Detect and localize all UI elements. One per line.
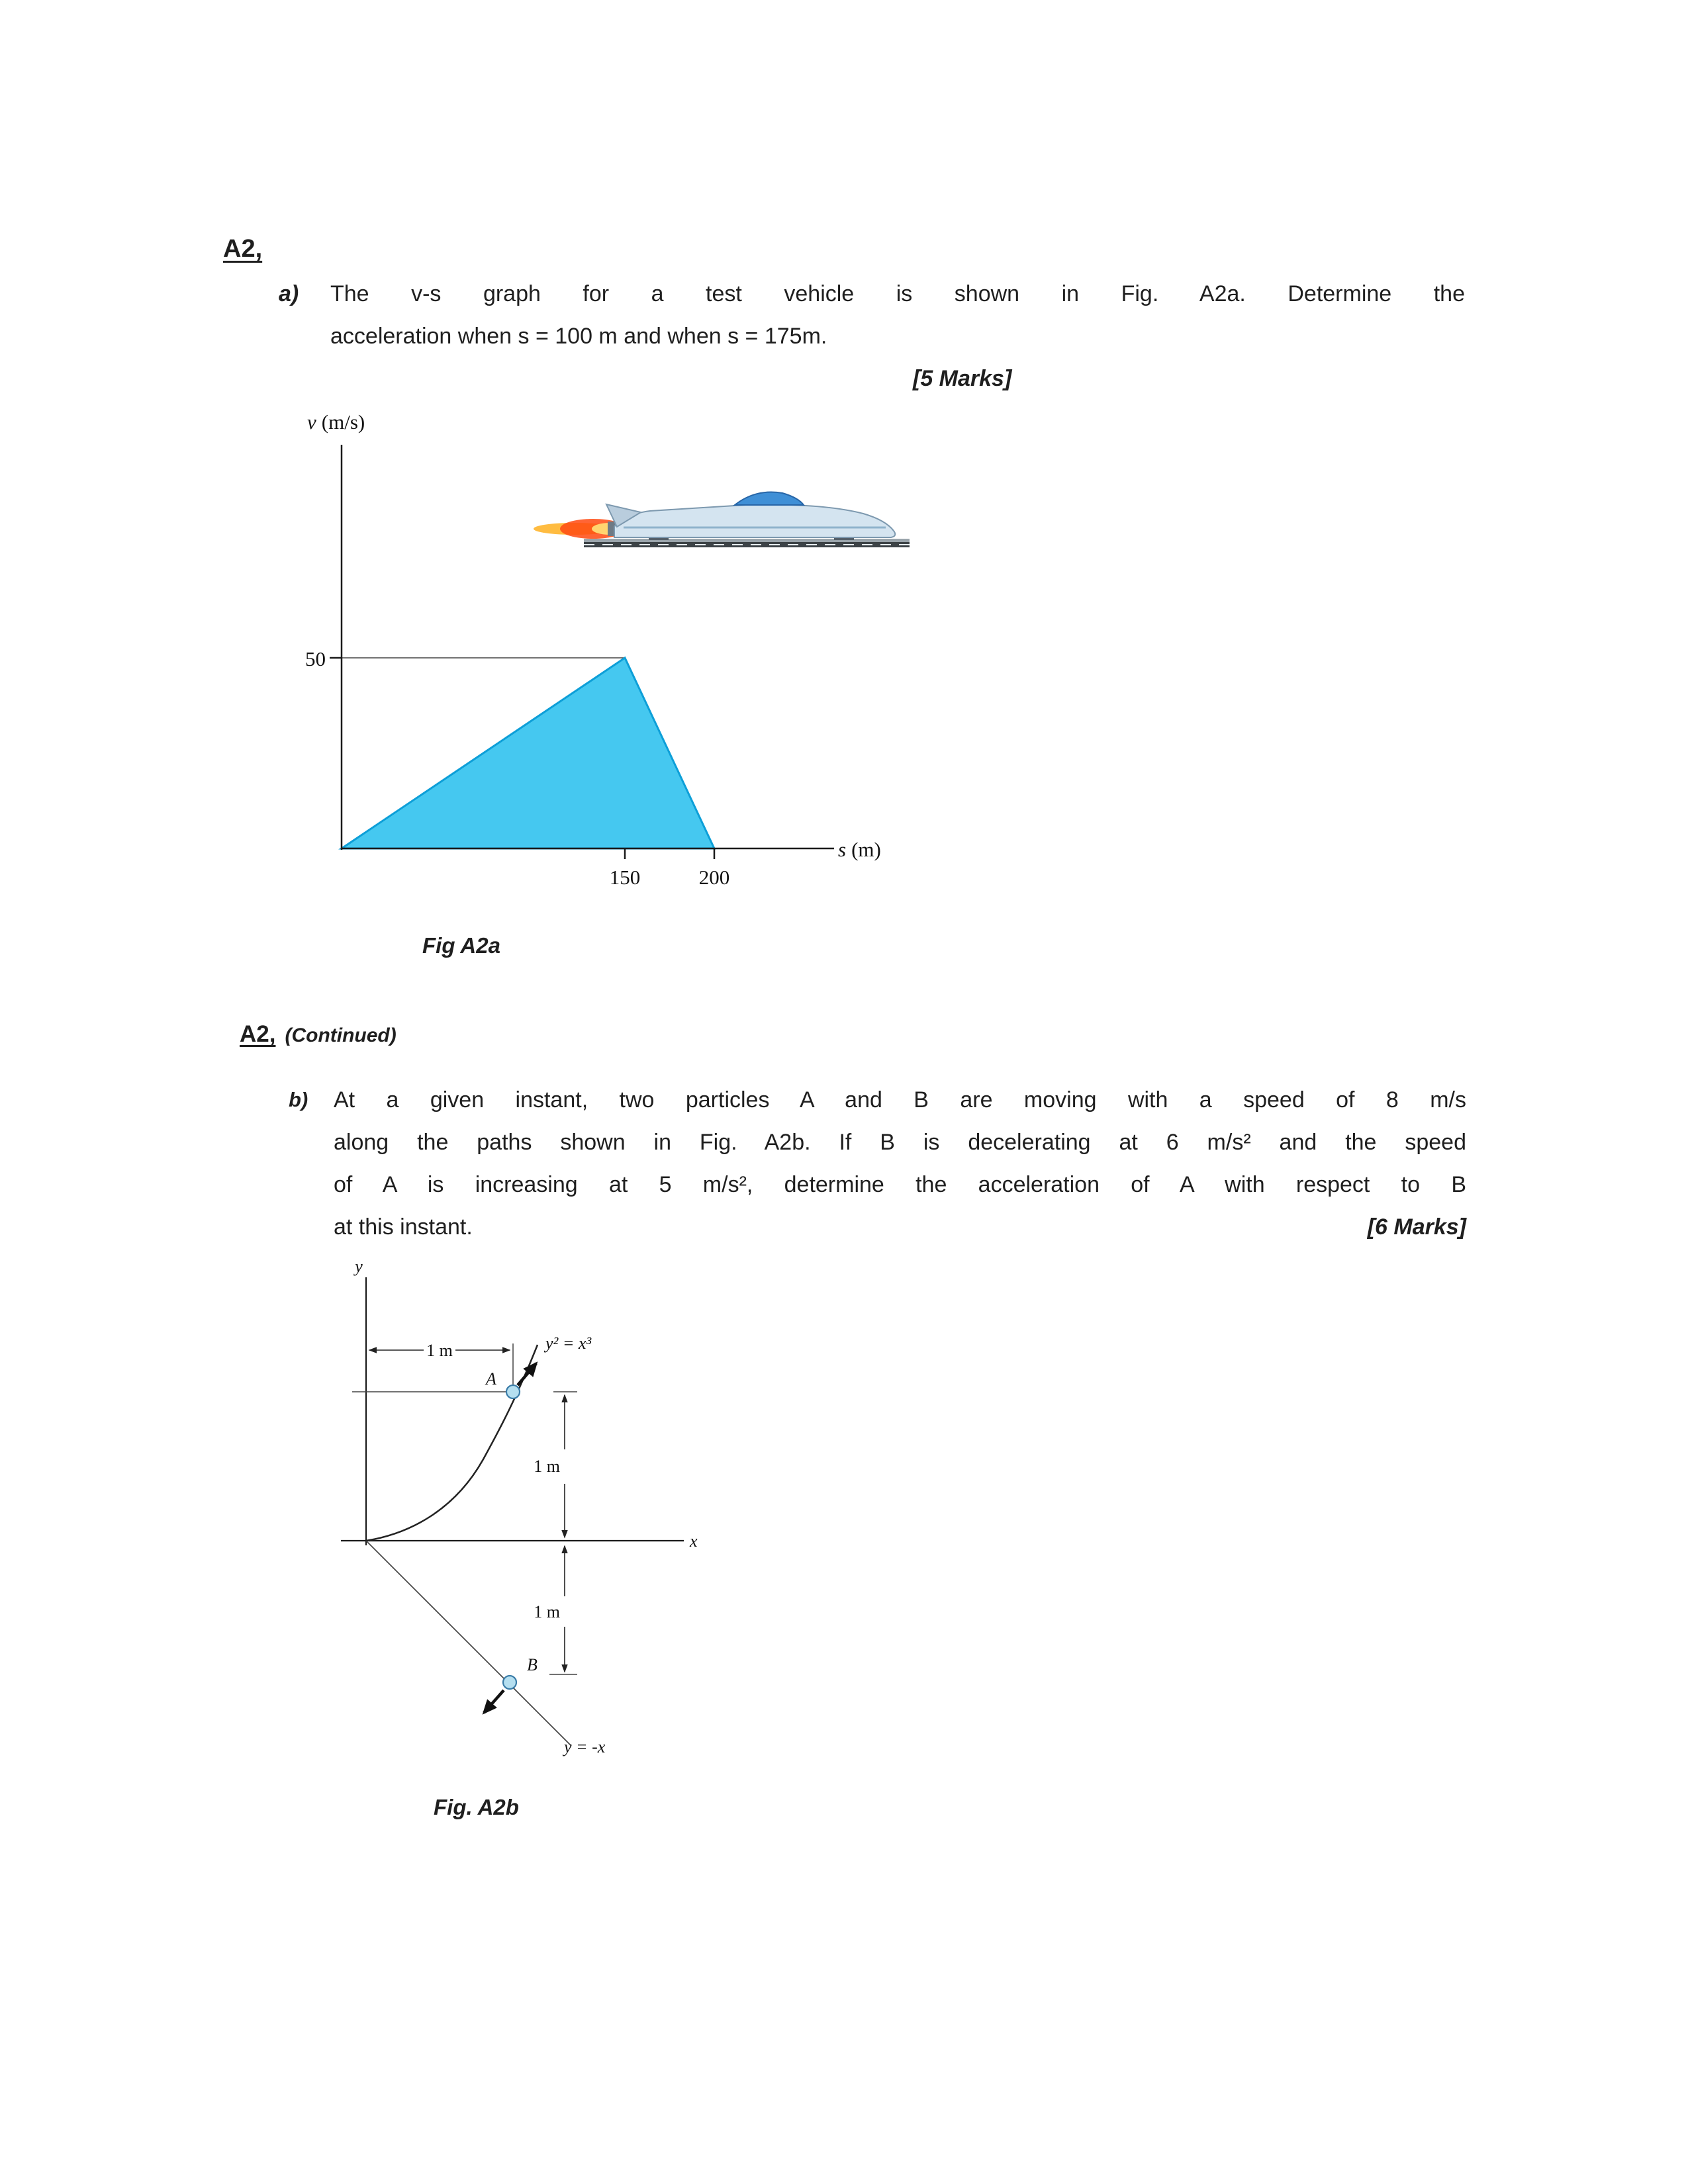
fig-a2a-caption: Fig A2a xyxy=(422,933,500,958)
tick-label-200: 200 xyxy=(698,866,730,889)
velocity-profile-triangle xyxy=(342,658,714,848)
part-b-line-2: along the paths shown in Fig. A2b. If B is decelerating at 6 m/s² and the speed xyxy=(334,1130,1466,1155)
s-axis-label: s (m) xyxy=(838,838,881,861)
line-y-neg-x-label: y = -x xyxy=(564,1737,606,1756)
particle-b-label: B xyxy=(527,1655,538,1674)
part-a-text xyxy=(330,273,1465,400)
track-rail xyxy=(584,542,910,547)
dim-1m-bottom-label: 1 m xyxy=(534,1602,560,1621)
line-y-neg-x xyxy=(366,1541,571,1745)
tick-label-50: 50 xyxy=(305,647,326,670)
part-a-marks: [5 Marks] xyxy=(913,366,1012,391)
part-b-label: b) xyxy=(289,1088,308,1111)
velocity-arrow-a xyxy=(518,1363,536,1385)
part-b-text xyxy=(334,1079,1466,1248)
part-a-line-2: acceleration when s = 100 m and when s = 175m. xyxy=(330,324,827,349)
curve-y2-x3 xyxy=(366,1345,538,1541)
part-b-line-1: At a given instant, two particles A and B are moving with a speed of 8 m/s xyxy=(334,1087,1466,1113)
heading-a2-continued-prefix: A2, xyxy=(240,1021,276,1047)
part-b-line-3: of A is increasing at 5 m/s², determine the acceleration of A with respect to B xyxy=(334,1172,1466,1197)
heading-a2-continued xyxy=(240,1021,397,1048)
fig-a2a-graph xyxy=(278,397,927,913)
part-a-label: a) xyxy=(279,281,299,306)
part-b-line-4 xyxy=(334,1206,1466,1248)
y-axis-label: y xyxy=(355,1257,363,1276)
particle-a xyxy=(506,1385,520,1398)
sled-fuselage xyxy=(614,505,895,537)
sled-canopy xyxy=(735,492,804,505)
dim-1m-mid-label: 1 m xyxy=(534,1457,560,1476)
part-b xyxy=(289,1079,1466,1264)
rocket-sled-illustration xyxy=(534,492,910,547)
particle-a-label: A xyxy=(486,1369,496,1388)
tick-label-150: 150 xyxy=(609,866,641,889)
heading-a2-continued-suffix: (Continued) xyxy=(285,1024,397,1046)
dim-1m-top-label: 1 m xyxy=(426,1341,453,1360)
heading-a2: A2, xyxy=(223,235,263,263)
v-axis-label: v (m/s) xyxy=(307,410,365,433)
fig-a2b-diagram xyxy=(318,1251,768,1800)
curve-label: y² = x³ xyxy=(545,1334,592,1353)
part-b-line-4-text: at this instant. xyxy=(334,1214,473,1240)
part-a xyxy=(279,273,1465,405)
velocity-arrow-b xyxy=(484,1690,504,1713)
track-rail-top xyxy=(584,539,910,542)
part-b-marks: [6 Marks] xyxy=(1367,1214,1466,1240)
particle-b xyxy=(503,1676,516,1689)
fig-a2b-caption: Fig. A2b xyxy=(434,1795,519,1819)
x-axis-label: x xyxy=(690,1531,698,1551)
part-a-line-1: The v-s graph for a test vehicle is shown in Fig. A2a. Determine the xyxy=(330,281,1465,306)
